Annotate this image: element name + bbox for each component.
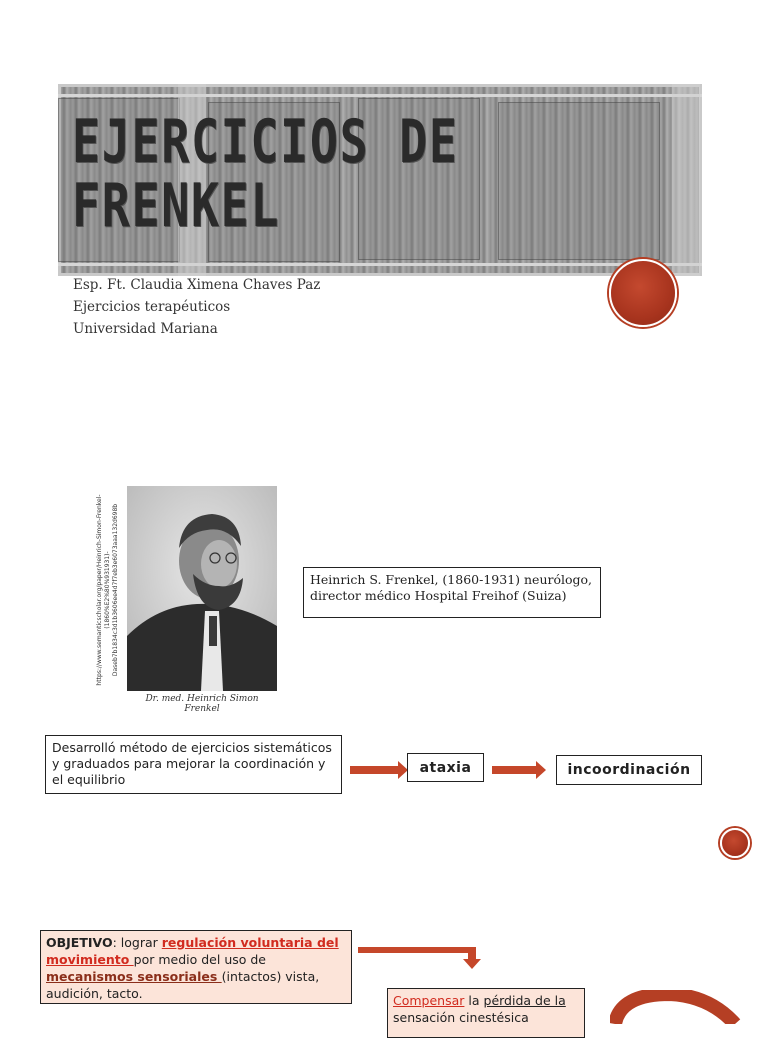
decorative-arc — [610, 990, 768, 1024]
bent-arrow-icon — [358, 944, 484, 970]
objetivo-highlight-1: regulación voluntaria del movimiento — [46, 935, 339, 967]
title-line-1: EJERCICIOS DE — [72, 107, 459, 177]
objetivo-part-3: (intactos) vista, audición, tacto. — [46, 969, 320, 1001]
compensar-underlined: pérdida de la — [483, 993, 566, 1008]
incoordinacion-box — [556, 755, 702, 785]
portrait-signature: Dr. med. Heinrich Simon Frenkel — [145, 694, 259, 714]
method-text: Desarrolló método de ejercicios sistemáticos y graduados para mejorar la coordinación y el equilibrio — [52, 740, 332, 787]
objetivo-part-2: por medio del uso de — [133, 952, 266, 967]
frenkel-caption-box — [303, 567, 601, 618]
objetivo-part-1: : lograr — [112, 935, 162, 950]
ataxia-text: ataxia — [419, 759, 472, 776]
objetivo-label: OBJETIVO — [46, 935, 113, 950]
author-name: Esp. Ft. Claudia Ximena Chaves Paz — [73, 277, 321, 293]
slide-title — [72, 107, 509, 241]
arrow-right-icon — [350, 760, 410, 780]
course-name: Ejercicios terapéuticos — [73, 299, 231, 315]
accent-circle-small — [720, 828, 750, 858]
photo-source-url-text: https://www.semanticscholar.org/paper/Heinrich-Simon-Frenkel-(1860%E2%80%931931)-Daseb7b1834c3d1b3606ee4d7f7eb3e6073aaa132d698b — [96, 494, 119, 686]
incoordinacion-text: incoordinación — [567, 762, 691, 778]
frenkel-portrait — [127, 486, 277, 716]
objetivo-box — [40, 930, 352, 1004]
frenkel-caption-text: Heinrich S. Frenkel, (1860-1931) neurólogo, director médico Hospital Freihof (Suiza) — [310, 572, 593, 603]
compensar-part-2: sensación cinestésica — [393, 1010, 529, 1025]
compensar-box — [387, 988, 585, 1038]
objetivo-highlight-2: mecanismos sensoriales — [46, 969, 222, 984]
title-line-2: FRENKEL — [72, 171, 281, 241]
method-box — [45, 735, 342, 794]
ataxia-box — [407, 753, 484, 782]
title-accent-circle — [609, 259, 677, 327]
photo-source-url — [88, 478, 128, 703]
compensar-part-1: la — [464, 993, 484, 1008]
compensar-word: Compensar — [393, 993, 465, 1008]
arrow-right-icon — [492, 760, 548, 780]
university-name: Universidad Mariana — [73, 321, 218, 337]
